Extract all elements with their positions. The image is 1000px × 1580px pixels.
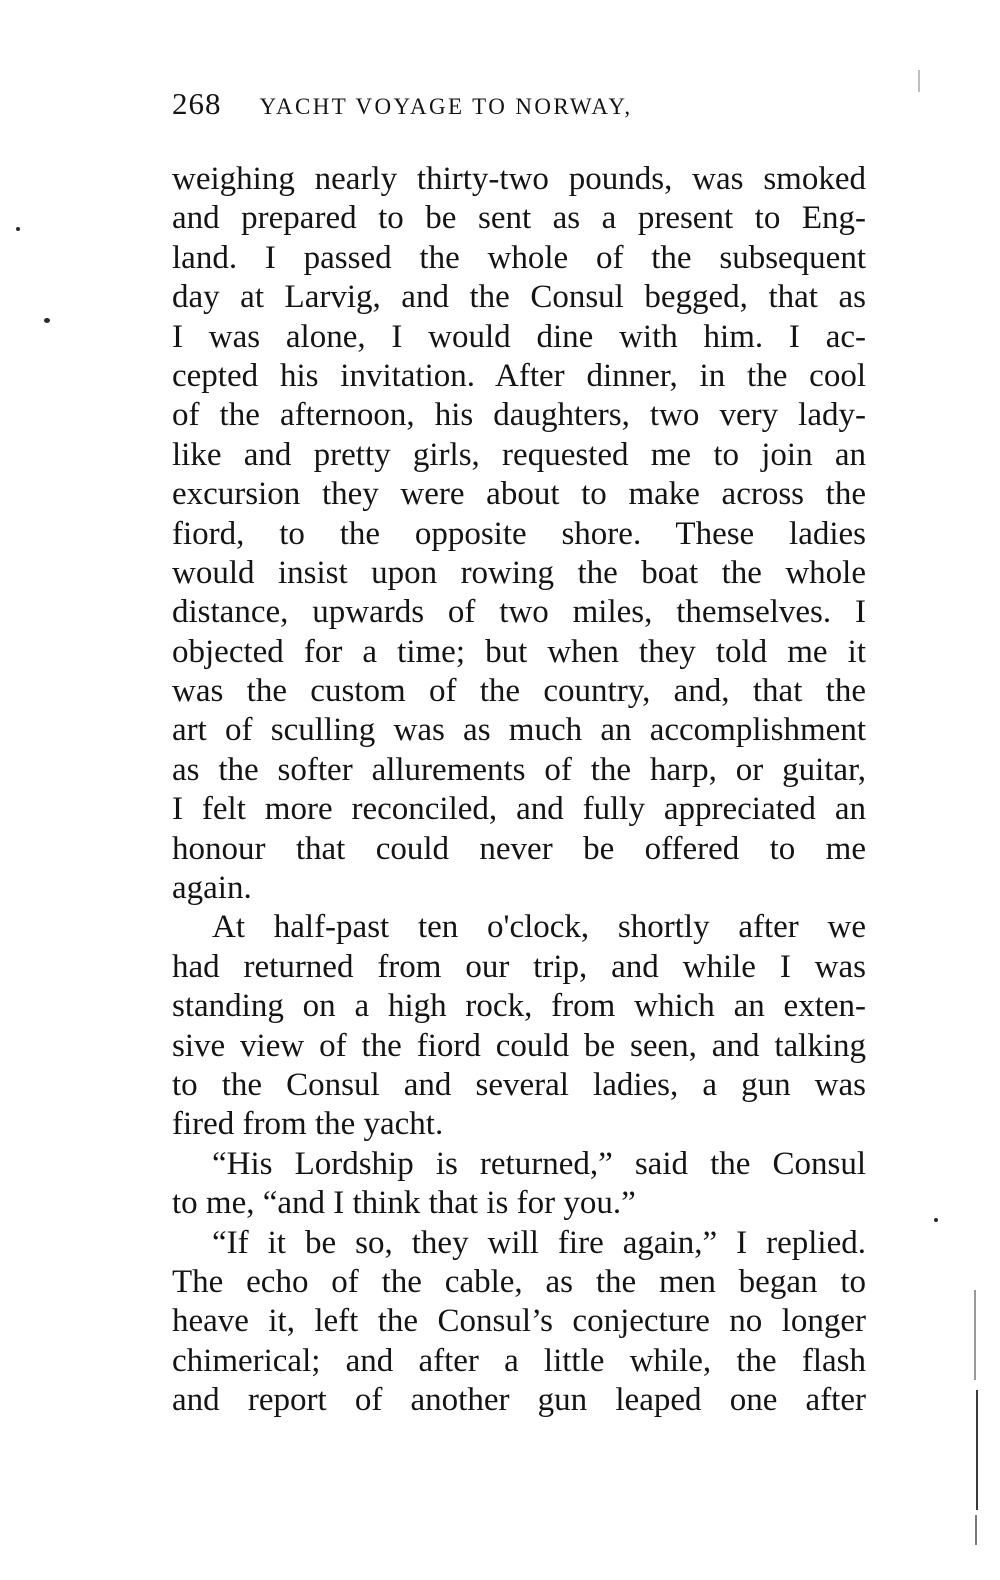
text-line: excursion they were about to make across the	[172, 476, 866, 513]
text-line: chimerical; and after a little while, the flash	[172, 1342, 866, 1379]
text-line: The echo of the cable, as the men began to	[172, 1263, 866, 1300]
scan-speck	[16, 227, 20, 231]
text-line: I was alone, I would dine with him. I ac-	[172, 318, 866, 355]
text-line: heave it, left the Consul’s conjecture no longer	[172, 1303, 866, 1340]
text-line: distance, upwards of two miles, themselves. I	[172, 594, 866, 631]
text-line: standing on a high rock, from which an exten-	[172, 988, 866, 1025]
text-line: objected for a time; but when they told me it	[172, 633, 866, 670]
scan-edge-mark	[974, 1290, 976, 1380]
text-line: as the softer allurements of the harp, or guitar,	[172, 751, 866, 788]
text-line: would insist upon rowing the boat the whole	[172, 554, 866, 591]
scan-speck	[934, 1218, 938, 1222]
text-line: of the afternoon, his daughters, two very lady-	[172, 397, 866, 434]
text-line: land. I passed the whole of the subsequent	[172, 239, 866, 276]
text-line: fiord, to the opposite shore. These ladies	[172, 515, 866, 552]
text-line: was the custom of the country, and, that the	[172, 673, 866, 710]
paragraph-end-line: fired from the yacht.	[172, 1106, 444, 1143]
text-line: day at Larvig, and the Consul begged, that as	[172, 279, 866, 316]
scan-edge-mark	[975, 1515, 977, 1545]
text-line: weighing nearly thirty-two pounds, was smoked	[172, 161, 866, 197]
scan-speck	[44, 318, 50, 323]
text-line: sive view of the fiord could be seen, and talking	[172, 1027, 866, 1064]
paragraph-start-line: “If it be so, they will fire again,” I replied.	[212, 1224, 866, 1261]
text-line: like and pretty girls, requested me to join an	[172, 436, 866, 473]
page-number: 268	[172, 86, 222, 121]
paragraph-start-line: “His Lordship is returned,” said the Consul	[212, 1145, 866, 1182]
text-line: honour that could never be offered to me	[172, 830, 866, 867]
text-line: and prepared to be sent as a present to Eng-	[172, 200, 866, 237]
text-line: I felt more reconciled, and fully appreciated an	[172, 791, 866, 828]
text-line: cepted his invitation. After dinner, in the cool	[172, 357, 866, 394]
body-text	[172, 160, 866, 1421]
text-line: and report of another gun leaped one after	[172, 1382, 866, 1419]
text-line: had returned from our trip, and while I was	[172, 948, 866, 985]
scan-edge-mark	[976, 1390, 978, 1510]
text-line: art of sculling was as much an accomplishment	[172, 712, 866, 749]
text-line: to the Consul and several ladies, a gun was	[172, 1066, 866, 1103]
paragraph-start-line: At half-past ten o'clock, shortly after we	[212, 909, 866, 946]
scan-edge-mark	[918, 70, 920, 92]
running-head-title: YACHT VOYAGE TO NORWAY,	[259, 94, 633, 119]
running-head	[172, 82, 872, 126]
paragraph-end-line: to me, “and I think that is for you.”	[172, 1185, 636, 1222]
paragraph-end-line: again.	[172, 870, 252, 907]
